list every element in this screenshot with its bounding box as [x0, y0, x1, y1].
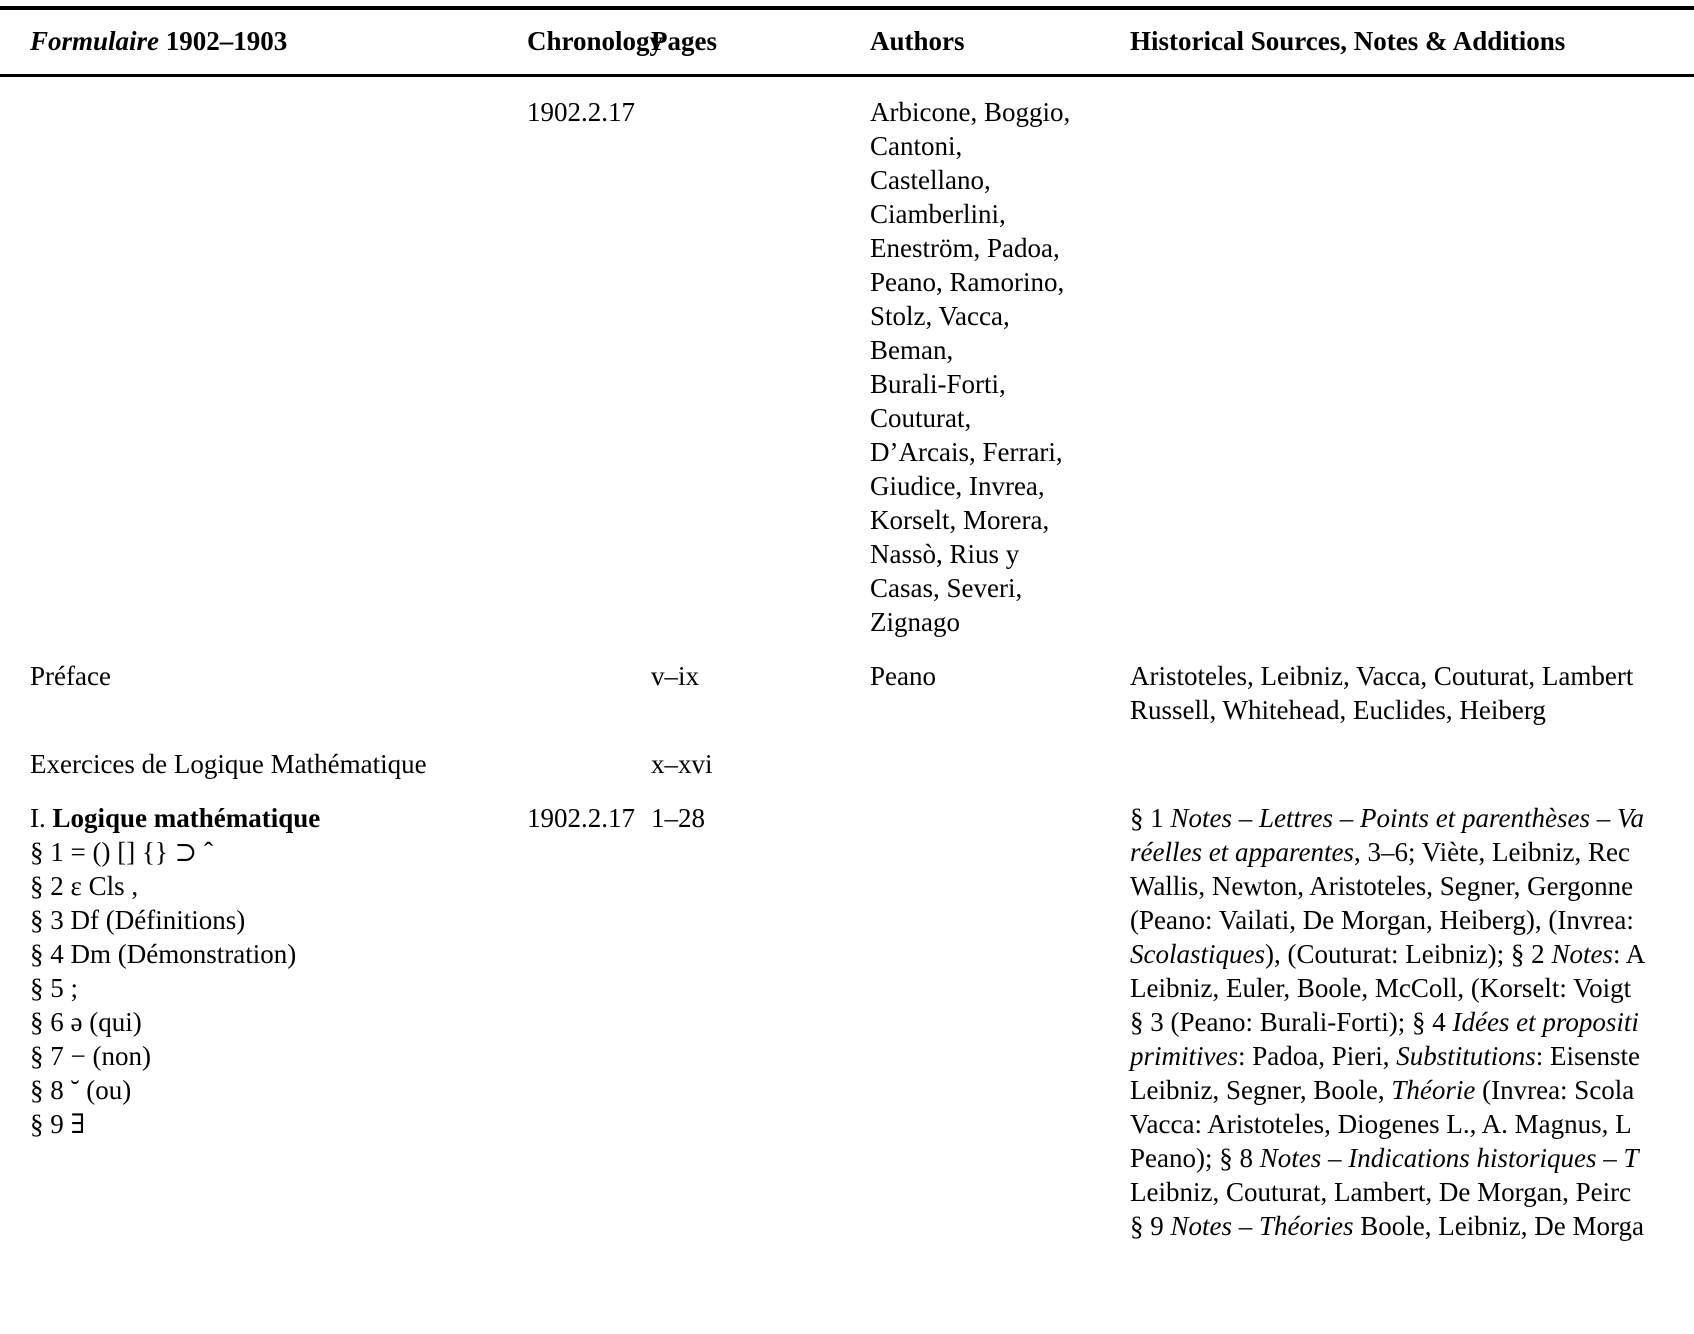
entry-chronology: 1902.2.17	[527, 803, 635, 833]
text-segment: § 5 ;	[30, 973, 79, 1003]
header-row	[0, 8, 1694, 76]
text-segment: D’Arcais, Ferrari,	[870, 437, 1063, 467]
text-segment: § 1 = () [] {} ⊃ ˆ	[30, 837, 213, 867]
table-row	[0, 639, 1694, 727]
text-line	[30, 1005, 527, 1039]
text-segment: Leibniz, Segner, Boole,	[1130, 1075, 1392, 1105]
text-line	[870, 265, 1130, 299]
entry-title	[0, 76, 527, 640]
text-line	[30, 747, 527, 781]
entry-chronology	[527, 727, 651, 781]
text-line	[870, 537, 1130, 571]
text-line	[870, 129, 1130, 163]
text-segment: : Eisenste	[1535, 1041, 1640, 1071]
text-line	[1130, 1107, 1694, 1141]
col-header-chronology: Chronology	[527, 8, 651, 76]
text-segment: Leibniz, Couturat, Lambert, De Morgan, Peirc	[1130, 1177, 1632, 1207]
text-segment: Nassò, Rius y	[870, 539, 1020, 569]
text-line	[30, 801, 527, 835]
text-line	[1130, 1073, 1694, 1107]
text-segment: Arbicone, Boggio,	[870, 97, 1071, 127]
text-line	[1130, 971, 1694, 1005]
text-segment: réelles et apparentes	[1130, 837, 1354, 867]
text-segment: Korselt, Morera,	[870, 505, 1050, 535]
text-line	[870, 659, 1130, 693]
entry-chronology: 1902.2.17	[527, 97, 635, 127]
text-segment: Zignago	[870, 607, 960, 637]
text-segment: § 6 ǝ (qui)	[30, 1007, 142, 1037]
text-line	[30, 937, 527, 971]
formulario-toc-table	[0, 6, 1694, 1243]
text-segment: Eneström, Padoa,	[870, 233, 1060, 263]
text-segment: (Peano: Vailati, De Morgan, Heiberg), (Invrea:	[1130, 905, 1634, 935]
text-line	[30, 835, 527, 869]
text-segment: Castellano,	[870, 165, 991, 195]
text-segment: Ciamberlini,	[870, 199, 1006, 229]
text-line	[30, 24, 527, 58]
entry-authors	[870, 76, 1130, 640]
text-segment: § 4 Dm (Démonstration)	[30, 939, 297, 969]
text-line	[1130, 937, 1694, 971]
text-line	[1130, 693, 1694, 727]
text-segment: § 9	[1130, 1211, 1171, 1241]
text-segment: Exercices de Logique Mathématique	[30, 749, 427, 779]
entry-sources	[1130, 76, 1694, 640]
text-line	[870, 401, 1130, 435]
entry-pages: 1–28	[651, 803, 705, 833]
text-line	[30, 659, 527, 693]
text-line	[870, 95, 1130, 129]
text-line	[1130, 1039, 1694, 1073]
text-segment: Logique mathématique	[52, 803, 321, 833]
text-segment: Notes – Théories	[1170, 1211, 1354, 1241]
table-row	[0, 781, 1694, 1243]
text-segment: Peano); § 8	[1130, 1143, 1260, 1173]
text-line	[30, 1039, 527, 1073]
text-line	[1130, 659, 1694, 693]
text-line	[1130, 1141, 1694, 1175]
text-line	[870, 299, 1130, 333]
text-line	[870, 197, 1130, 231]
entry-title	[0, 781, 527, 1243]
text-segment: primitives	[1130, 1041, 1238, 1071]
text-line	[870, 163, 1130, 197]
text-segment: § 7 − (non)	[30, 1041, 151, 1071]
col-header-formulaire	[0, 8, 527, 76]
text-segment: § 3 (Peano: Burali-Forti); § 4	[1130, 1007, 1453, 1037]
col-header-pages: Pages	[651, 8, 870, 76]
text-segment: Formulaire	[30, 26, 160, 56]
text-segment: Russell, Whitehead, Euclides, Heiberg	[1130, 695, 1546, 725]
text-segment: Stolz, Vacca,	[870, 301, 1010, 331]
col-header-authors: Authors	[870, 8, 1130, 76]
text-segment: 1902–1903	[159, 26, 288, 56]
entry-pages: x–xvi	[651, 749, 713, 779]
text-segment: Idées et propositi	[1452, 1007, 1639, 1037]
text-line	[870, 333, 1130, 367]
entry-pages	[651, 76, 870, 640]
text-segment: I.	[30, 803, 53, 833]
text-segment: Peano, Ramorino,	[870, 267, 1065, 297]
text-segment: § 2 ε Cls ,	[30, 871, 139, 901]
text-segment: Aristoteles, Leibniz, Vacca, Couturat, Lambert	[1130, 661, 1634, 691]
text-segment: Notes	[1551, 939, 1613, 969]
entry-sources	[1130, 727, 1694, 781]
text-line	[870, 435, 1130, 469]
table-row	[0, 76, 1694, 640]
text-segment: Notes – Indications historiques – T	[1259, 1143, 1639, 1173]
text-line	[30, 869, 527, 903]
text-segment: Notes – Lettres – Points et parenthèses – Va	[1170, 803, 1644, 833]
text-segment: Scolastiques	[1130, 939, 1265, 969]
entry-chronology	[527, 639, 651, 727]
text-segment: Théorie	[1391, 1075, 1476, 1105]
text-segment: Burali-Forti,	[870, 369, 1006, 399]
text-segment: : A	[1612, 939, 1646, 969]
text-line	[30, 1107, 527, 1141]
text-line	[870, 231, 1130, 265]
entry-sources	[1130, 639, 1694, 727]
text-segment: Beman,	[870, 335, 954, 365]
entry-authors	[870, 639, 1130, 727]
text-segment: ), (Couturat: Leibniz); § 2	[1265, 939, 1552, 969]
text-line	[1130, 801, 1694, 835]
text-segment: Wallis, Newton, Aristoteles, Segner, Gergonne	[1130, 871, 1634, 901]
text-segment: Couturat,	[870, 403, 972, 433]
entry-authors	[870, 727, 1130, 781]
text-segment: Boole, Leibniz, De Morga	[1353, 1211, 1644, 1241]
text-segment: Peano	[870, 661, 936, 691]
entry-pages: v–ix	[651, 661, 700, 691]
text-line	[30, 971, 527, 1005]
text-line	[1130, 1175, 1694, 1209]
text-segment: Cantoni,	[870, 131, 963, 161]
text-line	[870, 503, 1130, 537]
text-line	[870, 469, 1130, 503]
entry-title	[0, 639, 527, 727]
text-segment: (Invrea: Scola	[1475, 1075, 1635, 1105]
text-segment: Préface	[30, 661, 111, 691]
text-segment: Substitutions	[1396, 1041, 1536, 1071]
text-segment: Leibniz, Euler, Boole, McColl, (Korselt: Voigt	[1130, 973, 1632, 1003]
text-line	[870, 571, 1130, 605]
table-row	[0, 727, 1694, 781]
text-segment: Giudice, Invrea,	[870, 471, 1045, 501]
entry-authors	[870, 781, 1130, 1243]
entry-sources	[1130, 781, 1694, 1243]
text-line	[1130, 869, 1694, 903]
text-segment: § 3 Df (Définitions)	[30, 905, 246, 935]
entry-title	[0, 727, 527, 781]
text-line	[870, 605, 1130, 639]
text-line	[1130, 1005, 1694, 1039]
text-line	[1130, 903, 1694, 937]
text-segment: : Padoa, Pieri,	[1238, 1041, 1397, 1071]
text-line	[1130, 835, 1694, 869]
text-line	[1130, 1209, 1694, 1243]
text-segment: § 1	[1130, 803, 1171, 833]
text-segment: § 8 ˘ (ou)	[30, 1075, 132, 1105]
text-segment: § 9 ∃	[30, 1109, 86, 1139]
text-line	[30, 903, 527, 937]
text-line	[30, 1073, 527, 1107]
text-segment: Vacca: Aristoteles, Diogenes L., A. Magnus, L	[1130, 1109, 1632, 1139]
text-line	[870, 367, 1130, 401]
text-segment: , 3–6; Viète, Leibniz, Rec	[1353, 837, 1630, 867]
col-header-sources: Historical Sources, Notes & Additions	[1130, 8, 1694, 76]
text-segment: Casas, Severi,	[870, 573, 1023, 603]
